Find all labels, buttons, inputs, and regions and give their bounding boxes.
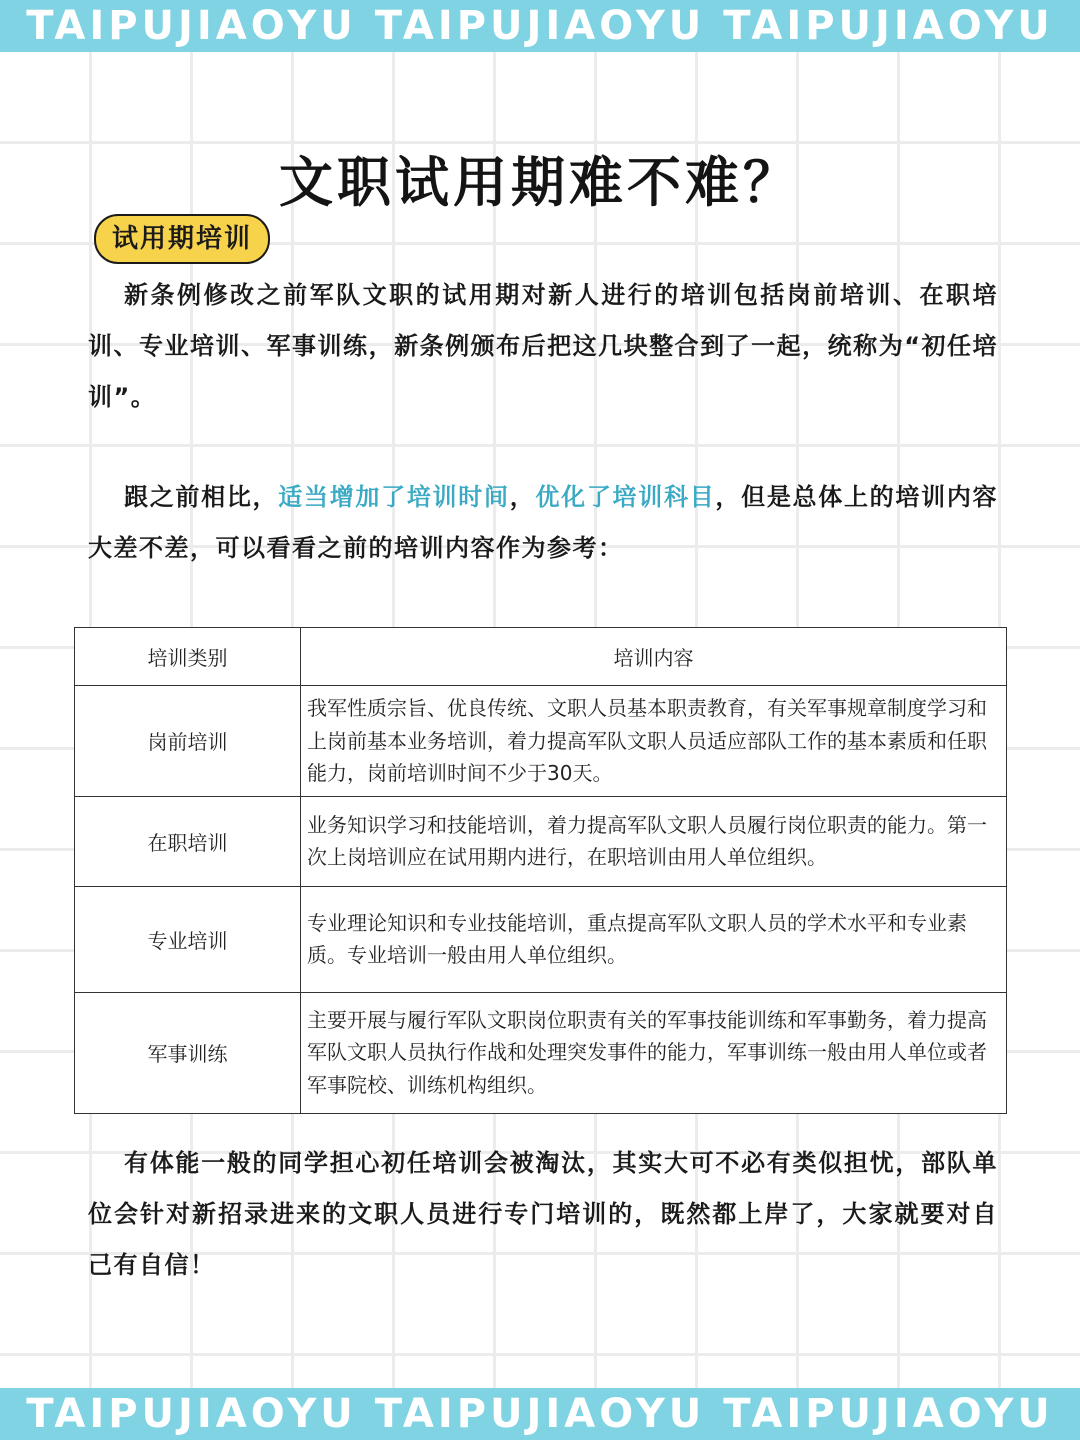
- intro-paragraph: 新条例修改之前军队文职的试用期对新人进行的培训包括岗前培训、在职培训、专业培训、军事训练，新条例颁布后把这几块整合到了一起，统称为“初任培训”。: [88, 281, 998, 411]
- top-banner: TAIPUJIAOYU TAIPUJIAOYU TAIPUJIAOYU: [0, 0, 1080, 52]
- table-header-row: [75, 628, 1007, 686]
- row-content: 我军性质宗旨、优良传统、文职人员基本职责教育，有关军事规章制度学习和上岗前基本业务培训，着力提高军队文职人员适应部队工作的基本素质和任职能力，岗前培训时间不少于30天。: [301, 686, 1007, 797]
- row-content: 主要开展与履行军队文职岗位职责有关的军事技能训练和军事勤务，着力提高军队文职人员执行作战和处理突发事件的能力，军事训练一般由用人单位或者军事院校、训练机构组织。: [301, 992, 1007, 1113]
- comparison-separator: ，: [509, 483, 536, 511]
- table-row: [75, 886, 1007, 992]
- comparison-paragraph: [88, 472, 998, 574]
- table-row: [75, 686, 1007, 797]
- bottom-banner: TAIPUJIAOYU TAIPUJIAOYU TAIPUJIAOYU: [0, 1388, 1080, 1440]
- training-table: [74, 627, 1007, 1114]
- closing-paragraph: 有体能一般的同学担心初任培训会被淘汰，其实大可不必有类似担忧，部队单位会针对新招录进来的文职人员进行专门培训的，既然都上岸了，大家就要对自己有自信！: [88, 1149, 998, 1279]
- header-category: 培训类别: [75, 628, 301, 686]
- comparison-text-before: 跟之前相比，: [124, 483, 279, 511]
- highlight-training-time: 适当增加了培训时间: [278, 483, 510, 511]
- comparison-text-after: ，但是总体上的培训内容大差不差，可以看看之前的培训内容作为参考：: [88, 483, 999, 562]
- table-row: [75, 992, 1007, 1113]
- highlight-training-subjects: 优化了培训科目: [535, 483, 716, 511]
- row-category: 在职培训: [75, 796, 301, 886]
- row-category: 岗前培训: [75, 686, 301, 797]
- table-row: [75, 796, 1007, 886]
- row-category: 军事训练: [75, 992, 301, 1113]
- row-content: 专业理论知识和专业技能培训，重点提高军队文职人员的学术水平和专业素质。专业培训一般由用人单位组织。: [301, 886, 1007, 992]
- row-category: 专业培训: [75, 886, 301, 992]
- page-title: 文职试用期难不难？: [279, 151, 801, 214]
- header-content: 培训内容: [301, 628, 1007, 686]
- row-content: 业务知识学习和技能培训，着力提高军队文职人员履行岗位职责的能力。第一次上岗培训应在试用期内进行，在职培训由用人单位组织。: [301, 796, 1007, 886]
- section-tag: 试用期培训: [94, 214, 270, 264]
